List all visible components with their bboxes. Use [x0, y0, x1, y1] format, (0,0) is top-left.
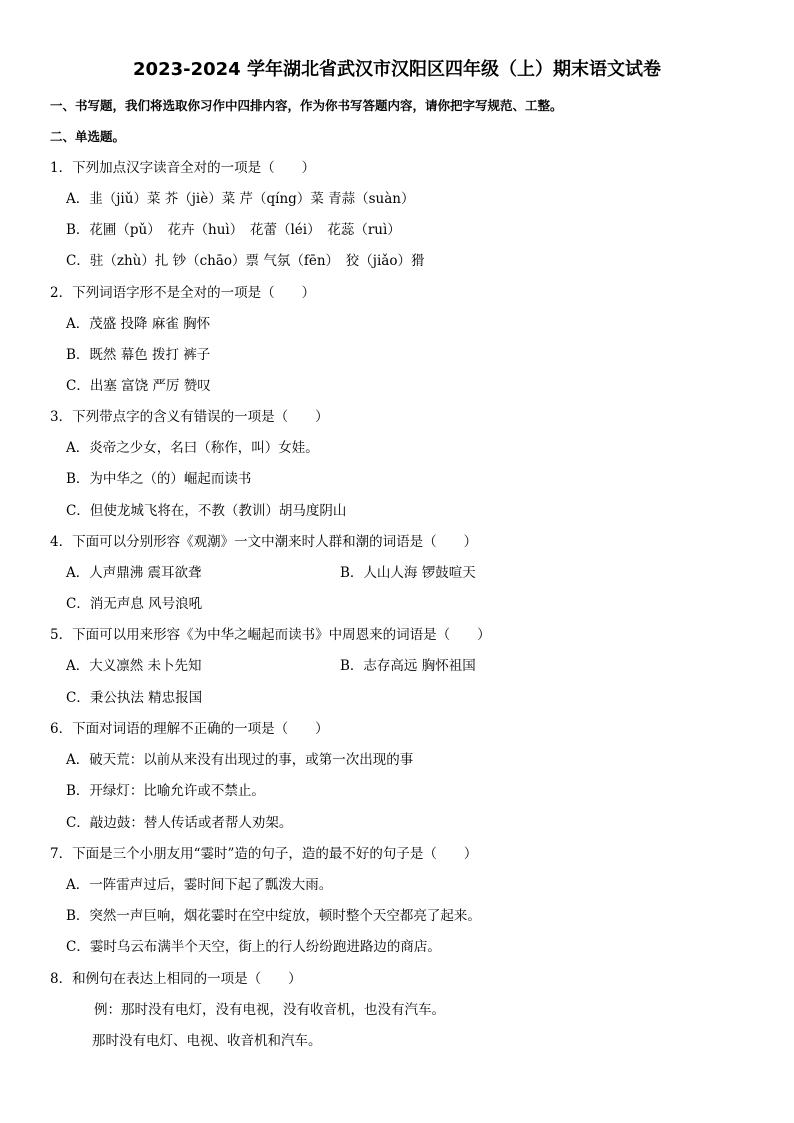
question-8-example-rewrite: 那时没有电灯、电视、收音机和汽车。 — [92, 1033, 322, 1049]
question-2-stem: 2．下列词语字形不是全对的一项是（ ） — [50, 285, 316, 301]
question-1-option-c: C．驻（zhù）扎 钞（chāo）票 气氛（fēn） 狡（jiǎo）猾 — [66, 253, 425, 269]
question-6-option-c: C．敲边鼓：替人传话或者帮人劝架。 — [66, 815, 293, 831]
question-2-option-b: B．既然 幕色 拨打 裤子 — [66, 347, 211, 363]
question-2-option-a: A．茂盛 投降 麻雀 胸怀 — [66, 316, 211, 332]
question-4-option-a: A．人声鼎沸 震耳欲聋 — [66, 565, 202, 581]
question-7-option-b: B．突然一声巨响，烟花霎时在空中绽放，顿时整个天空都亮了起来。 — [66, 908, 481, 924]
question-6-option-a: A．破天荒：以前从来没有出现过的事，或第一次出现的事 — [66, 752, 414, 768]
question-4-option-b: B．人山人海 锣鼓喧天 — [340, 565, 476, 581]
question-5-option-c: C．秉公执法 精忠报国 — [66, 690, 203, 706]
question-8-stem: 8．和例句在表达上相同的一项是（ ） — [50, 971, 302, 987]
question-4-stem: 4．下面可以分别形容《观潮》一文中潮来时人群和潮的词语是（ ） — [50, 534, 478, 550]
question-1-option-b: B．花圃（pǔ） 花卉（huì） 花蕾（léi） 花蕊（ruì） — [66, 222, 401, 238]
question-3-option-b: B．为中华之（的）崛起而读书 — [66, 471, 252, 487]
question-3-option-c: C．但使龙城飞将在，不教（教训）胡马度阴山 — [66, 503, 347, 519]
page-title: 2023-2024 学年湖北省武汉市汉阳区四年级（上）期末语文试卷 — [133, 59, 661, 80]
section-writing-heading: 一、书写题，我们将选取你习作中四排内容，作为你书写答题内容，请你把字写规范、工整。 — [50, 98, 563, 113]
question-3-stem: 3．下列带点字的含义有错误的一项是（ ） — [50, 409, 329, 425]
question-7-stem: 7．下面是三个小朋友用“霎时”造的句子，造的最不好的句子是（ ） — [50, 846, 478, 862]
question-8-example: 例：那时没有电灯，没有电视，没有收音机，也没有汽车。 — [94, 1002, 445, 1018]
question-5-option-a: A．大义凛然 未卜先知 — [66, 658, 202, 674]
question-6-option-b: B．开绿灯：比喻允许或不禁止。 — [66, 783, 265, 799]
question-7-option-a: A．一阵雷声过后，霎时间下起了瓢泼大雨。 — [66, 877, 333, 893]
section-single-choice-heading: 二、单选题。 — [50, 129, 126, 144]
question-6-stem: 6．下面对词语的理解不正确的一项是（ ） — [50, 721, 329, 737]
question-5-option-b: B．志存高远 胸怀祖国 — [340, 658, 476, 674]
question-2-option-c: C．出塞 富饶 严厉 赞叹 — [66, 378, 211, 394]
question-1-option-a: A．韭（jiǔ）菜 芥（jiè）菜 芹（qíng）菜 青蒜（suàn） — [66, 191, 415, 207]
question-5-stem: 5．下面可以用来形容《为中华之崛起而读书》中周恩来的词语是（ ） — [50, 627, 491, 643]
question-7-option-c: C．霎时乌云布满半个天空，街上的行人纷纷跑进路边的商店。 — [66, 939, 441, 955]
question-1-stem: 1．下列加点汉字读音全对的一项是（ ） — [50, 160, 316, 176]
question-3-option-a: A．炎帝之少女，名曰（称作，叫）女娃。 — [66, 440, 319, 456]
question-4-option-c: C．消无声息 风号浪吼 — [66, 596, 203, 612]
